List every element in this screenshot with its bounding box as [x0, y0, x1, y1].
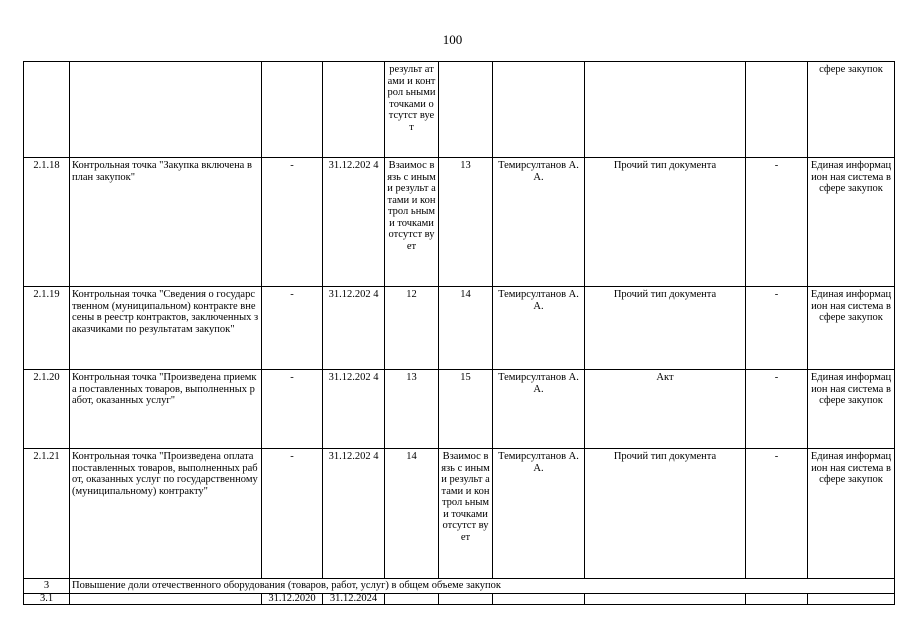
row-document: Прочий тип документа — [585, 449, 746, 579]
row-name — [70, 593, 262, 604]
row-number: 2.1.19 — [24, 287, 70, 370]
row-document — [585, 593, 746, 604]
row-number: 2.1.18 — [24, 158, 70, 287]
row-dash: - — [746, 158, 808, 287]
section-title: Повышение доли отечественного оборудования (товаров, работ, услуг) в общем объеме закупок — [70, 579, 895, 594]
row-link-2: 13 — [439, 158, 493, 287]
row-system: Единая информацион ная система в сфере закупок — [808, 287, 895, 370]
row-link-2 — [439, 593, 493, 604]
row-system: Единая информацион ная система в сфере закупок — [808, 449, 895, 579]
row-end: 31.12.2024 — [323, 593, 385, 604]
row-start — [262, 62, 323, 158]
row-number: 2.1.21 — [24, 449, 70, 579]
row-system: Единая информацион ная система в сфере закупок — [808, 370, 895, 449]
row-start: - — [262, 449, 323, 579]
row-dash: - — [746, 449, 808, 579]
row-name — [70, 62, 262, 158]
row-system — [808, 593, 895, 604]
row-link — [385, 593, 439, 604]
table-row — [24, 287, 895, 370]
page-number: 100 — [442, 32, 463, 47]
row-start: - — [262, 158, 323, 287]
row-document: Акт — [585, 370, 746, 449]
row-start: 31.12.2020 — [262, 593, 323, 604]
section-row — [24, 579, 895, 594]
row-link: результ атами и контрол ьными точками отсутст вует — [385, 62, 439, 158]
row-link: Взаимос вязь с иными результ атами и контрол ьными точками отсутст вует — [385, 158, 439, 287]
row-system: Единая информацион ная система в сфере закупок — [808, 158, 895, 287]
section-number: 3 — [24, 579, 70, 594]
row-link: 13 — [385, 370, 439, 449]
row-link: 12 — [385, 287, 439, 370]
row-responsible: Темирсултанов А.А. — [493, 449, 585, 579]
row-responsible: Темирсултанов А.А. — [493, 158, 585, 287]
row-end: 31.12.202 4 — [323, 449, 385, 579]
row-document: Прочий тип документа — [585, 158, 746, 287]
row-link-2: 14 — [439, 287, 493, 370]
row-end: 31.12.202 4 — [323, 158, 385, 287]
row-dash — [746, 62, 808, 158]
row-start: - — [262, 287, 323, 370]
row-name: Контрольная точка "Закупка включена в план закупок" — [70, 158, 262, 287]
row-name: Контрольная точка "Сведения о государственном (муниципальном) контракте внесены в реестр контрактов, заключенных заказчиками по результатам закупок" — [70, 287, 262, 370]
row-link-2: 15 — [439, 370, 493, 449]
row-link-2: Взаимос вязь с иными результ атами и контрол ьными точками отсутст вует — [439, 449, 493, 579]
row-document — [585, 62, 746, 158]
row-system: сфере закупок — [808, 62, 895, 158]
row-end: 31.12.202 4 — [323, 287, 385, 370]
row-number: 3.1 — [24, 593, 70, 604]
row-start: - — [262, 370, 323, 449]
row-name: Контрольная точка "Произведена приемка поставленных товаров, выполненных работ, оказанных услуг" — [70, 370, 262, 449]
row-responsible — [493, 62, 585, 158]
row-number — [24, 62, 70, 158]
row-document: Прочий тип документа — [585, 287, 746, 370]
row-link: 14 — [385, 449, 439, 579]
table-row — [24, 158, 895, 287]
control-points-table — [23, 61, 895, 605]
table-row — [24, 449, 895, 579]
row-number: 2.1.20 — [24, 370, 70, 449]
row-dash: - — [746, 287, 808, 370]
row-end: 31.12.202 4 — [323, 370, 385, 449]
row-link-2 — [439, 62, 493, 158]
row-responsible: Темирсултанов А.А. — [493, 287, 585, 370]
table-row — [24, 62, 895, 158]
row-responsible: Темирсултанов А.А. — [493, 370, 585, 449]
table-row — [24, 593, 895, 604]
row-dash — [746, 593, 808, 604]
row-end — [323, 62, 385, 158]
row-name: Контрольная точка "Произведена оплата поставленных товаров, выполненных работ, оказанных услуг по государственному (муниципальному) контракту" — [70, 449, 262, 579]
row-responsible — [493, 593, 585, 604]
table-row — [24, 370, 895, 449]
row-dash: - — [746, 370, 808, 449]
